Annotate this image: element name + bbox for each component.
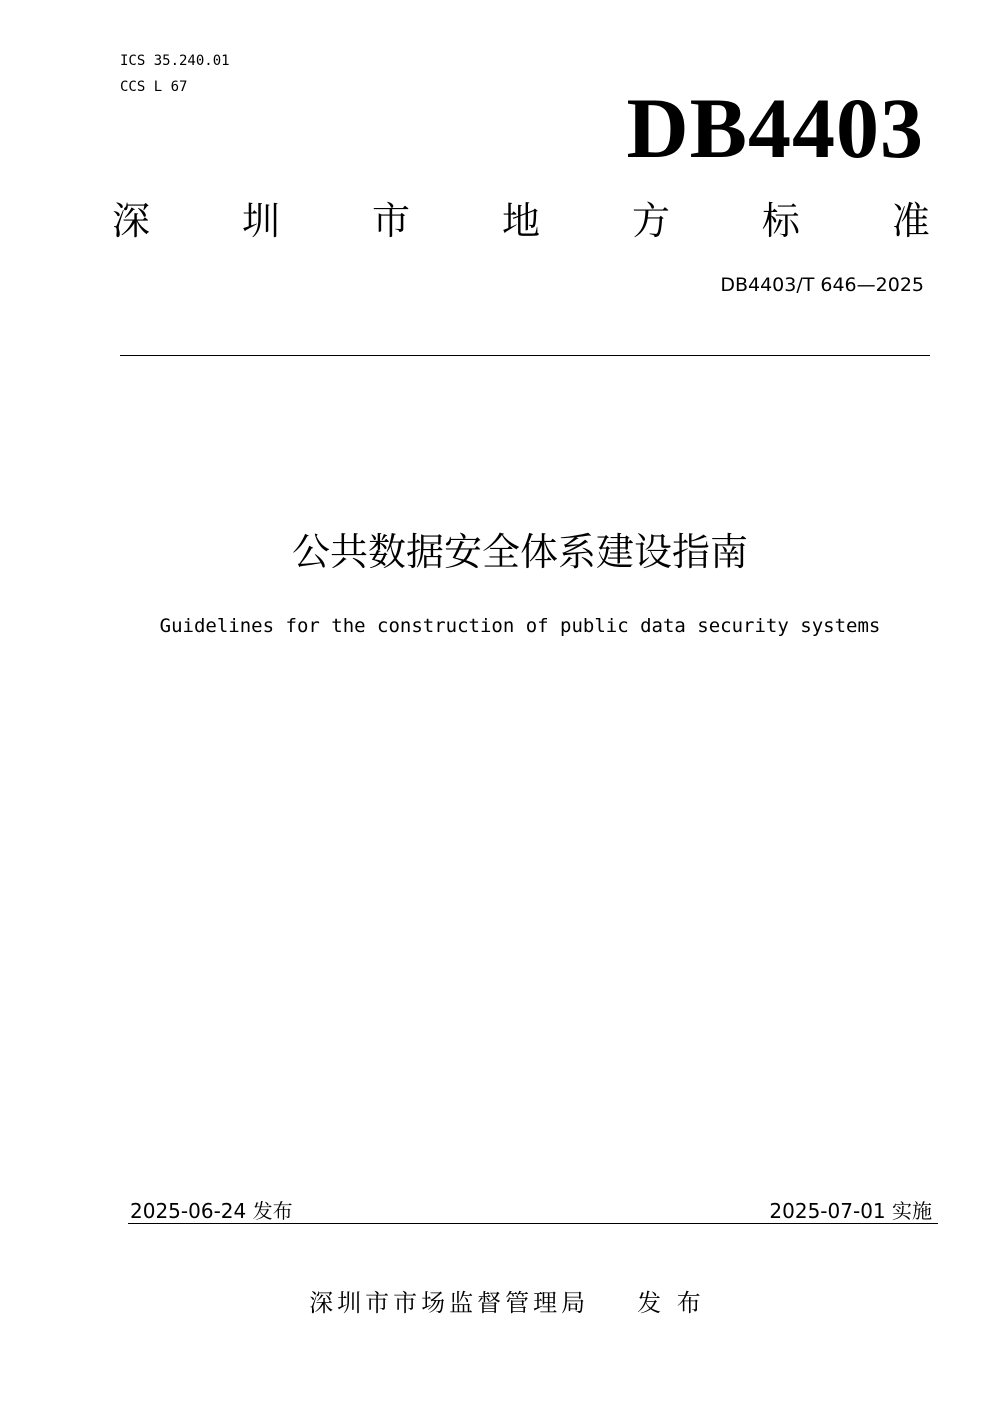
ccs-code: CCS L 67: [120, 79, 188, 95]
document-title-en: Guidelines for the construction of public data security systems: [159, 615, 881, 637]
standard-type-char: 标: [761, 199, 800, 243]
implement-date: 2025-07-01 实施: [769, 1199, 932, 1223]
standard-number: DB4403/T 646—2025: [720, 274, 924, 296]
issuer-name: 深圳市市场监督管理局: [309, 1289, 590, 1317]
document-title-cn: 公共数据安全体系建设指南: [291, 530, 748, 574]
standard-type-char: 准: [891, 199, 930, 243]
issue-label: 发 布: [637, 1289, 705, 1317]
standard-type-char: 地: [501, 199, 540, 243]
standard-type-char: 市: [371, 199, 410, 243]
standard-type-heading: [112, 196, 930, 246]
bottom-divider: [128, 1223, 938, 1224]
standard-code-logo: DB4403: [626, 80, 924, 176]
standard-type-char: 深: [112, 199, 151, 243]
top-divider: [120, 355, 930, 356]
standard-type-char: 方: [631, 199, 670, 243]
publish-date: 2025-06-24 发布: [130, 1199, 293, 1223]
standard-type-char: 圳: [241, 199, 280, 243]
ics-code: ICS 35.240.01: [120, 53, 230, 69]
issuer-line: [0, 1286, 1000, 1320]
